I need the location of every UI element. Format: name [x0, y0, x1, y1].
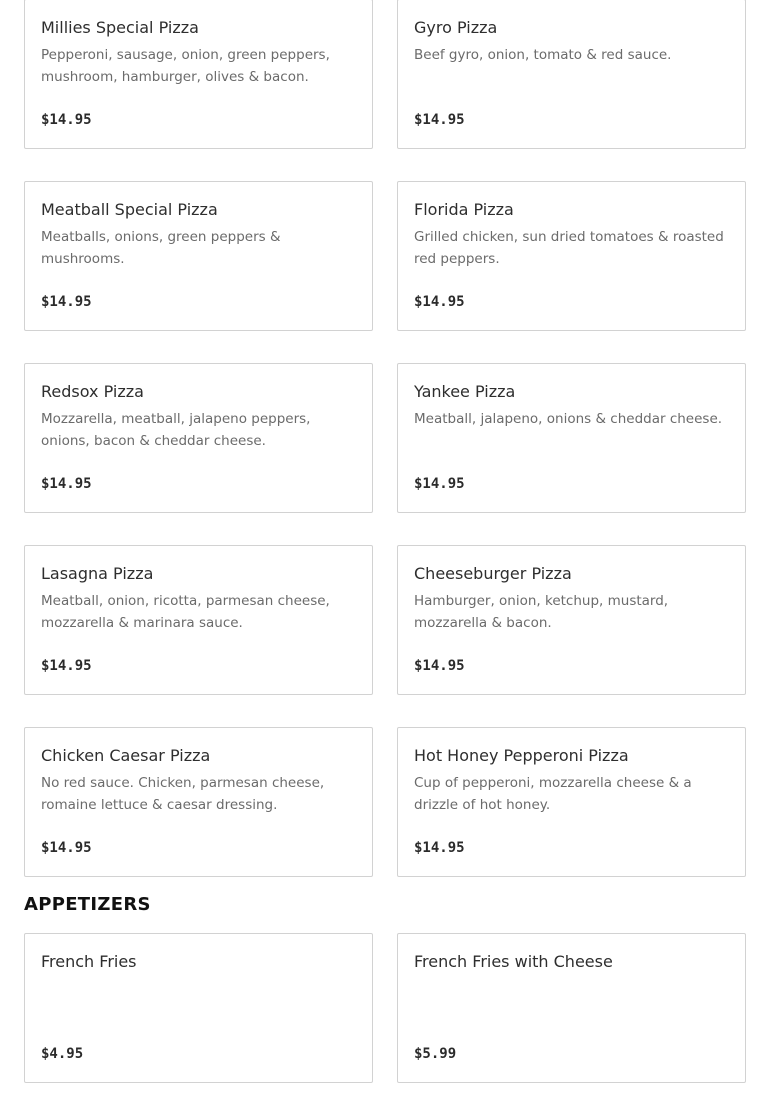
item-name: Gyro Pizza: [414, 18, 498, 37]
item-price: $14.95: [414, 294, 465, 310]
item-name: Florida Pizza: [414, 200, 514, 219]
item-name: Millies Special Pizza: [41, 18, 199, 37]
item-price: $14.95: [41, 476, 92, 492]
item-name: Yankee Pizza: [414, 382, 516, 401]
item-description: Mozzarella, meatball, jalapeno peppers, onions, bacon & cheddar cheese.: [41, 411, 311, 449]
item-name: Lasagna Pizza: [41, 564, 154, 583]
item-price: $14.95: [414, 658, 465, 674]
menu-item-card[interactable]: [24, 0, 373, 149]
menu-item-card[interactable]: [24, 933, 373, 1083]
item-name: French Fries with Cheese: [414, 952, 613, 971]
item-description: Grilled chicken, sun dried tomatoes & roasted red peppers.: [414, 229, 724, 267]
item-price: $14.95: [41, 658, 92, 674]
menu-item-card[interactable]: [397, 545, 746, 695]
menu-item-card[interactable]: [397, 181, 746, 331]
menu-item-card[interactable]: [397, 363, 746, 513]
item-name: Cheeseburger Pizza: [414, 564, 572, 583]
item-description: Beef gyro, onion, tomato & red sauce.: [414, 47, 672, 63]
item-description: Pepperoni, sausage, onion, green peppers, mushroom, hamburger, olives & bacon.: [41, 47, 330, 85]
menu-item-card[interactable]: [397, 933, 746, 1083]
item-name: French Fries: [41, 952, 137, 971]
menu-item-card[interactable]: [24, 181, 373, 331]
item-name: Redsox Pizza: [41, 382, 144, 401]
item-price: $5.99: [414, 1046, 457, 1062]
item-price: $14.95: [414, 840, 465, 856]
pizza-menu-grid: [24, 0, 746, 877]
item-description: Meatballs, onions, green peppers & mushrooms.: [41, 229, 281, 267]
menu-item-card[interactable]: [397, 727, 746, 877]
menu-item-card[interactable]: [24, 363, 373, 513]
item-description: Meatball, onion, ricotta, parmesan cheese, mozzarella & marinara sauce.: [41, 593, 330, 631]
item-description: No red sauce. Chicken, parmesan cheese, romaine lettuce & caesar dressing.: [41, 775, 325, 813]
item-price: $4.95: [41, 1046, 84, 1062]
item-price: $14.95: [414, 476, 465, 492]
item-name: Meatball Special Pizza: [41, 200, 218, 219]
item-price: $14.95: [41, 840, 92, 856]
item-description: Cup of pepperoni, mozzarella cheese & a drizzle of hot honey.: [414, 775, 692, 813]
item-price: $14.95: [41, 112, 92, 128]
menu-item-card[interactable]: [24, 727, 373, 877]
item-description: Hamburger, onion, ketchup, mustard, mozzarella & bacon.: [414, 593, 669, 631]
item-price: $14.95: [414, 112, 465, 128]
menu-item-card[interactable]: [24, 545, 373, 695]
item-name: Hot Honey Pepperoni Pizza: [414, 746, 629, 765]
section-heading-appetizers: APPETIZERS: [24, 894, 151, 915]
item-price: $14.95: [41, 294, 92, 310]
menu-item-card[interactable]: [397, 0, 746, 149]
appetizers-menu-grid: [24, 933, 746, 1083]
item-name: Chicken Caesar Pizza: [41, 746, 211, 765]
item-description: Meatball, jalapeno, onions & cheddar cheese.: [414, 411, 723, 427]
